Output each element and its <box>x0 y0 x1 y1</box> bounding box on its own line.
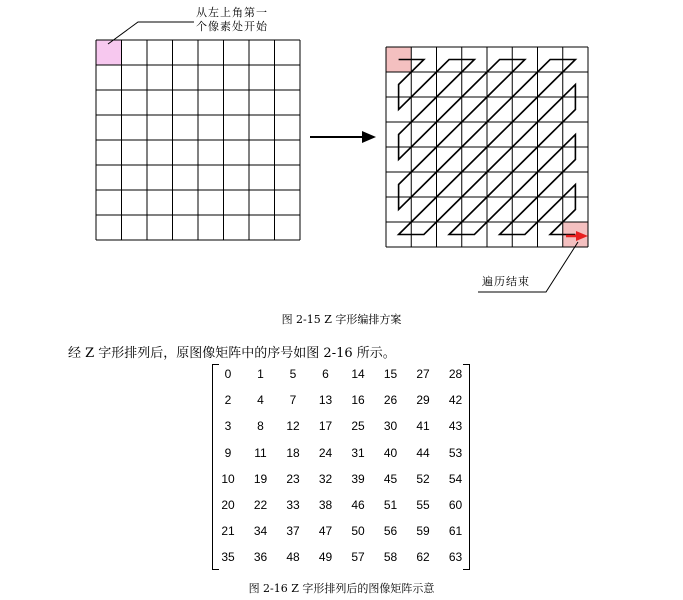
matrix-cell: 37 <box>286 524 300 539</box>
matrix-cell: 55 <box>416 498 430 512</box>
body-paragraph: 经 Z 字形排列后，原图像矩阵中的序号如图 2-16 所示。 <box>68 346 396 361</box>
matrix-cell: 27 <box>416 367 430 381</box>
matrix-cell: 44 <box>416 445 430 460</box>
matrix-cell: 57 <box>351 550 365 565</box>
matrix-cell: 52 <box>416 471 430 486</box>
matrix-cell: 36 <box>253 550 268 565</box>
matrix-cell: 40 <box>383 445 398 460</box>
matrix-row <box>212 524 470 550</box>
matrix-cell: 39 <box>351 471 365 486</box>
matrix-cell: 61 <box>448 524 463 539</box>
matrix-row <box>212 550 470 576</box>
matrix-cell: 47 <box>318 524 333 539</box>
zigzag-grid <box>386 47 588 247</box>
matrix-cell: 16 <box>351 393 365 408</box>
start-label-line1: 从左上角第一 <box>196 6 268 19</box>
matrix-cell: 46 <box>351 498 365 512</box>
matrix-cell: 28 <box>448 367 463 381</box>
matrix-cell: 33 <box>286 498 300 512</box>
matrix-cell: 38 <box>318 498 333 512</box>
matrix-cell: 34 <box>253 524 268 539</box>
matrix-cell: 29 <box>416 393 430 408</box>
matrix-cell: 22 <box>253 498 268 512</box>
matrix-cell: 51 <box>383 498 398 512</box>
matrix-cell: 30 <box>383 419 398 434</box>
matrix-cell: 49 <box>318 550 333 565</box>
matrix-cell: 25 <box>351 419 365 434</box>
matrix-cell: 26 <box>383 393 398 408</box>
matrix-cell: 60 <box>448 498 463 512</box>
matrix-cell: 9 <box>224 445 232 460</box>
matrix-cell: 62 <box>416 550 430 565</box>
matrix-cell: 4 <box>257 393 264 408</box>
matrix-cell: 41 <box>416 419 430 434</box>
matrix-row <box>212 419 470 445</box>
matrix-row <box>212 472 470 498</box>
index-matrix <box>212 364 470 568</box>
matrix-cell: 45 <box>383 471 398 486</box>
matrix-cell: 63 <box>448 550 463 565</box>
matrix-row <box>212 498 470 524</box>
matrix-cell: 50 <box>351 524 365 539</box>
matrix-cell: 56 <box>383 524 398 539</box>
matrix-cell: 58 <box>383 550 398 565</box>
end-label: 遍历结束 <box>482 275 530 288</box>
matrix-cell: 17 <box>318 419 333 434</box>
matrix-cell: 8 <box>257 419 264 434</box>
matrix-cell: 11 <box>254 445 267 460</box>
matrix-cell: 42 <box>448 393 463 408</box>
matrix-cell: 3 <box>224 419 232 434</box>
matrix-cell: 53 <box>448 445 463 460</box>
figure-caption-2-15: 图 2-15 Z 字形编排方案 <box>281 313 402 326</box>
matrix-cell: 7 <box>289 393 297 408</box>
matrix-cell: 13 <box>318 393 333 408</box>
matrix-cell: 32 <box>318 471 333 486</box>
matrix-cell: 15 <box>383 367 398 381</box>
matrix-row <box>212 367 470 393</box>
matrix-cell: 35 <box>221 550 235 565</box>
matrix-cell: 12 <box>286 419 300 434</box>
transform-arrow-icon <box>310 131 376 143</box>
start-label <box>196 6 268 34</box>
matrix-cell: 24 <box>318 445 333 460</box>
matrix-cell: 2 <box>224 393 232 408</box>
matrix-cell: 6 <box>322 367 329 381</box>
matrix-cell: 21 <box>221 524 235 539</box>
source-grid <box>96 40 300 240</box>
matrix-cell: 14 <box>351 367 365 381</box>
matrix-cell: 23 <box>286 471 300 486</box>
matrix-row <box>212 393 470 419</box>
matrix-cell: 19 <box>253 471 268 486</box>
matrix-cell: 48 <box>286 550 300 565</box>
start-label-line2: 个像素处开始 <box>196 20 268 33</box>
matrix-cell: 54 <box>448 471 463 486</box>
matrix-cell: 31 <box>351 445 365 460</box>
matrix-cell: 43 <box>448 419 463 434</box>
figure-caption-2-16: 图 2-16 Z 字形排列后的图像矩阵示意 <box>248 582 435 595</box>
matrix-cell: 0 <box>224 367 232 381</box>
matrix-cell: 5 <box>289 367 297 381</box>
matrix-cell: 1 <box>257 367 264 381</box>
matrix-row <box>212 446 470 472</box>
matrix-cell: 59 <box>416 524 430 539</box>
matrix-cell: 20 <box>221 498 235 512</box>
matrix-cell: 18 <box>286 445 300 460</box>
matrix-cell: 10 <box>221 471 235 486</box>
